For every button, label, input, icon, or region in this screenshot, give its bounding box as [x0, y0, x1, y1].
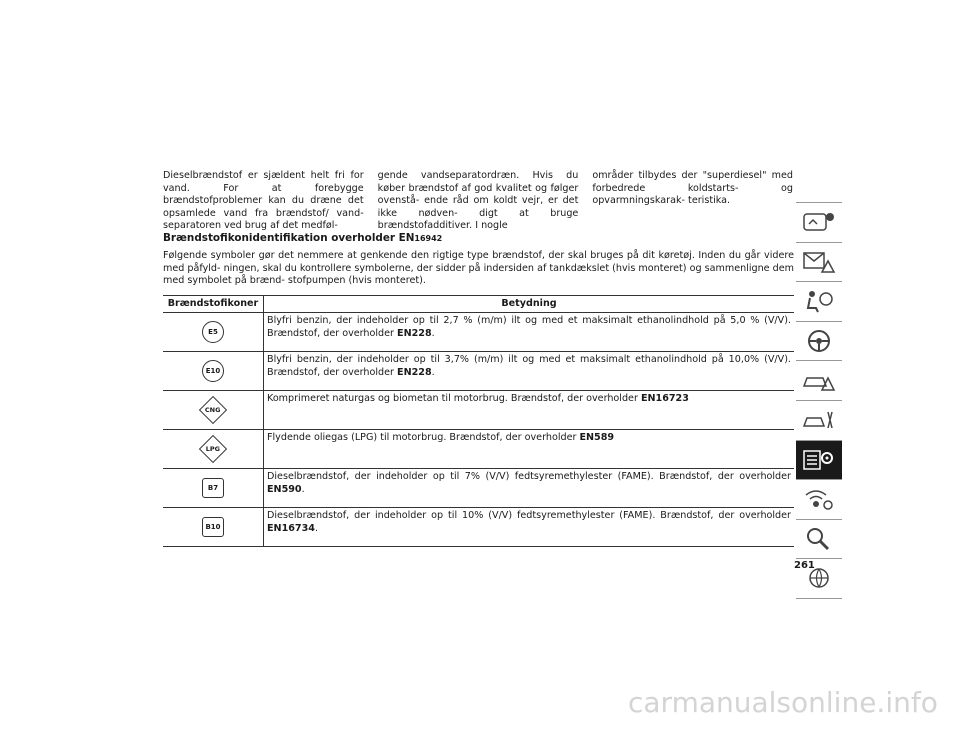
meaning-tail: . — [431, 327, 435, 339]
fuel-icon-table — [163, 295, 794, 547]
icon-cell — [163, 508, 264, 547]
table-row — [163, 313, 794, 352]
standard-code: EN16723 — [640, 393, 689, 404]
icon-cell — [163, 430, 264, 469]
meaning-cell — [264, 469, 795, 508]
tab-mail-warning[interactable] — [796, 242, 842, 282]
fuel-icon-label: CNG — [205, 405, 221, 414]
header-icons: Brændstofikoner — [163, 296, 264, 313]
fuel-lpg-icon — [199, 435, 227, 463]
page-number: 261 — [794, 560, 815, 571]
fuel-e5-icon — [202, 321, 224, 343]
section-heading-suffix: 16942 — [414, 234, 443, 243]
fuel-icon-label: E10 — [205, 366, 221, 375]
standard-code: EN16734 — [267, 522, 315, 534]
table-row — [163, 508, 794, 547]
section-intro: Følgende symboler gør det nemmere at genkende den rigtige type brændstof, der skal bruges på dit køretøj. Inden du går videre med påfyld- ningen, skal du kontrollere symbolerne, der sidder på indersiden af tankdækslet (hvis monteret) og sammenligne dem med symbolet på brænd- stofpumpen (hvis monteret). — [163, 250, 794, 287]
car-warning-icon — [800, 366, 838, 394]
steering-wheel-icon — [800, 327, 838, 355]
icon-cell — [163, 352, 264, 391]
meaning-text: Blyfri benzin, der indeholder op til 3,7% (m/m) ilt og med et maksimalt ethanolindhold på 10,0% (V/V). Brændstof, der overholder — [267, 354, 791, 378]
tab-dashboard[interactable] — [796, 202, 842, 242]
standard-code: EN589 — [579, 432, 615, 443]
table-row — [163, 469, 794, 508]
meaning-cell — [264, 508, 795, 547]
car-tools-icon — [800, 406, 838, 434]
tab-index[interactable] — [796, 519, 842, 559]
meaning-tail: . — [314, 522, 319, 534]
meaning-cell — [264, 430, 795, 469]
tab-steering[interactable] — [796, 321, 842, 361]
table-row — [163, 391, 794, 430]
multimedia-icon — [800, 485, 838, 513]
fuel-icon-label: B7 — [207, 483, 219, 492]
mail-warning-icon — [800, 248, 838, 276]
fuel-icon-label: E5 — [208, 327, 218, 336]
tab-airbag-seat[interactable] — [796, 281, 842, 321]
meaning-text: Blyfri benzin, der indeholder op til 2,7 % (m/m) ilt og med et maksimalt ethanolindhold på 5,0 % (V/V). Brændstof, der overholder — [267, 315, 791, 339]
standard-code: EN228 — [397, 327, 432, 339]
airbag-seat-icon — [800, 287, 838, 315]
table-row — [163, 430, 794, 469]
body-text-columns — [163, 170, 793, 233]
body-column-2: gende vandseparatordræn. Hvis du køber brændstof af god kvalitet og følger ovenstå- ende råd om koldt vejr, er det ikke nødven- digt at bruge brændstofadditiver. I nogle — [377, 170, 579, 232]
meaning-text: Flydende oliegas (LPG) til motorbrug. Brændstof, der overholder — [267, 432, 580, 443]
index-search-icon — [800, 525, 838, 553]
header-meaning: Betydning — [264, 296, 795, 313]
tab-multimedia[interactable] — [796, 479, 842, 519]
standard-code: EN228 — [397, 366, 432, 378]
specs-gear-icon — [800, 446, 838, 474]
standard-code: EN590 — [267, 483, 302, 495]
meaning-tail: . — [431, 366, 435, 378]
tab-car-warning[interactable] — [796, 360, 842, 400]
tab-car-tools[interactable] — [796, 400, 842, 440]
dashboard-info-icon — [800, 208, 838, 236]
fuel-e10-icon — [202, 360, 224, 382]
body-column-1: Dieselbrændstof er sjældent helt fri for vand. For at forebygge brændstofproblemer kan du dræne det opsamlede vand fra brændstof/ vand-separatoren ved brug af det medføl- — [163, 170, 364, 232]
tab-specs[interactable] — [796, 440, 842, 480]
icon-cell — [163, 469, 264, 508]
meaning-text: Dieselbrændstof, der indeholder op til 7% (V/V) fedtsyremethylester (FAME). Brændstof, der overholder — [267, 471, 791, 482]
fuel-icon-label: LPG — [205, 444, 221, 453]
icon-cell — [163, 313, 264, 352]
meaning-tail: . — [301, 483, 305, 495]
fuel-cng-icon — [199, 396, 227, 424]
meaning-text: Dieselbrændstof, der indeholder op til 10% (V/V) fedtsyremethylester (FAME). Brændstof, der overholder — [267, 510, 791, 521]
meaning-text: Komprimeret naturgas og biometan til motorbrug. Brændstof, der overholder — [267, 393, 641, 404]
watermark: carmanualsonline.info — [628, 686, 938, 719]
chapter-tabs — [796, 202, 842, 599]
section-heading-text: Brændstofikonidentifikation overholder EN — [163, 232, 415, 244]
meaning-cell — [264, 313, 795, 352]
table-header-row — [163, 296, 794, 313]
body-column-3: områder tilbydes der "superdiesel" med forbedrede koldstarts- og opvarmningskarak- teristika. — [592, 170, 794, 207]
section-heading — [163, 232, 442, 244]
meaning-cell — [264, 352, 795, 391]
table-row — [163, 352, 794, 391]
fuel-b10-icon — [202, 517, 224, 537]
fuel-b7-icon — [202, 478, 224, 498]
meaning-cell — [264, 391, 795, 430]
fuel-icon-label: B10 — [205, 522, 221, 531]
icon-cell — [163, 391, 264, 430]
